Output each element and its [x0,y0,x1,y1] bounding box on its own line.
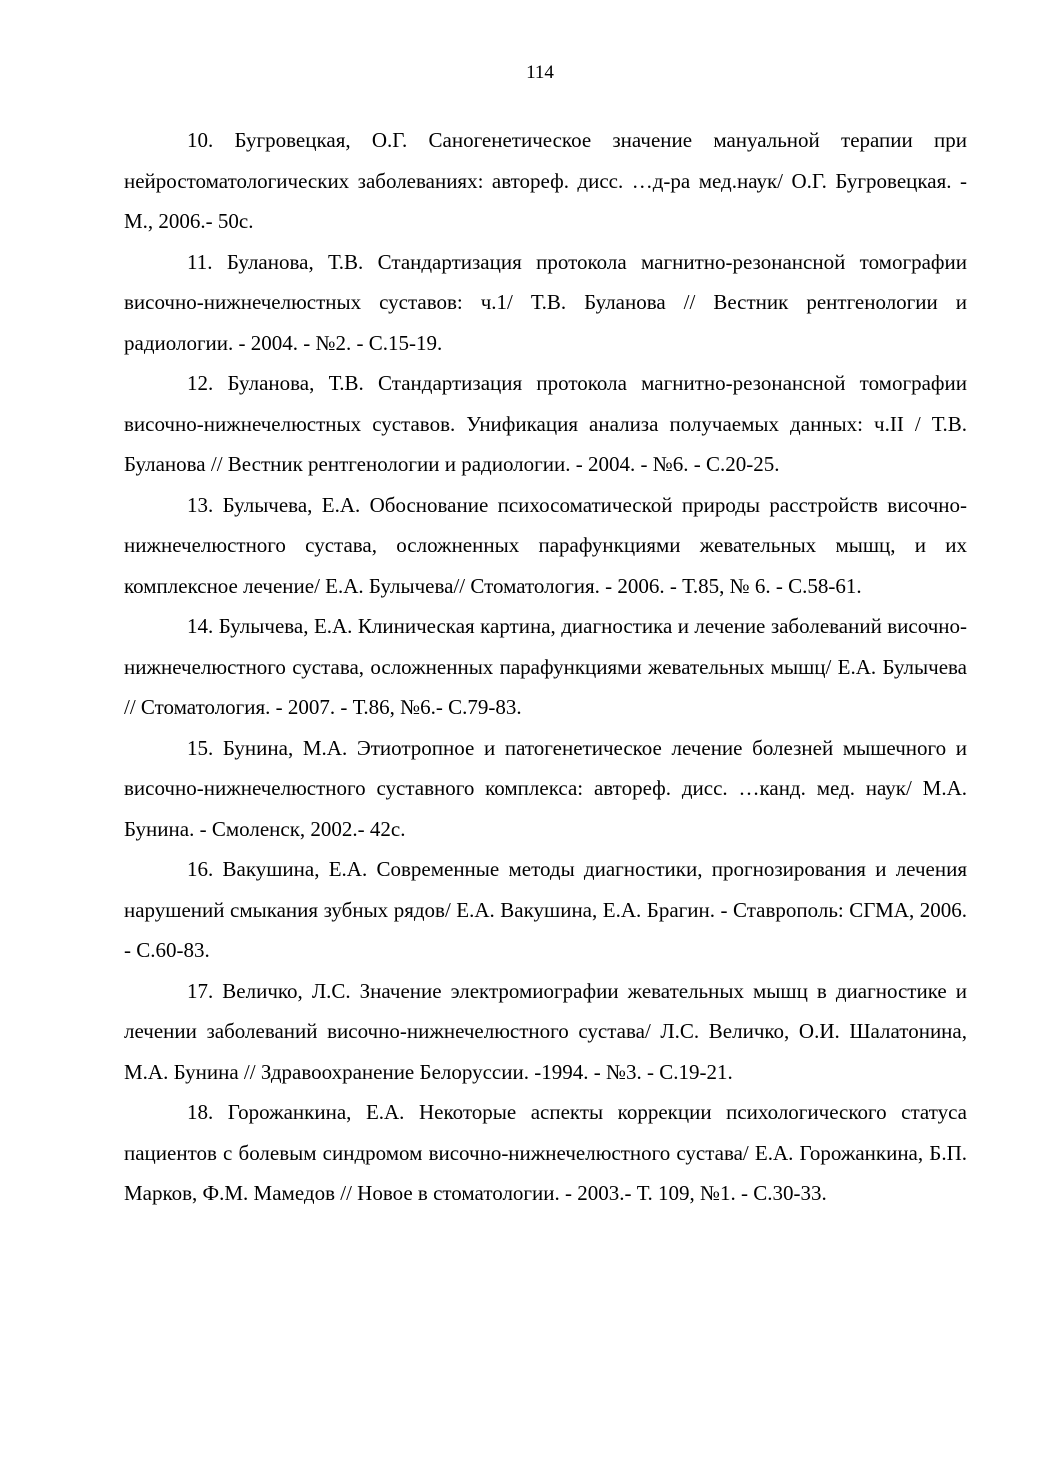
reference-item: 12. Буланова, Т.В. Стандартизация протокола магнитно-резонансной томографии височно-нижнечелюстных суставов. Унификация анализа получаемых данных: ч.II / Т.В. Буланова // Вестник рентгенологии и радиологии. - 2004. - №6. - С.20-25. [124,371,967,476]
reference-item: 18. Горожанкина, Е.А. Некоторые аспекты коррекции психологического статуса пациентов с болевым синдромом височно-нижнечелюстного сустава/ Е.А. Горожанкина, Б.П. Марков, Ф.М. Мамедов // Новое в стоматологии. - 2003.- Т. 109, №1. - С.30-33. [124,1100,967,1205]
page-number: 114 [526,62,554,83]
reference-item: 16. Вакушина, Е.А. Современные методы диагностики, прогнозирования и лечения нарушений смыкания зубных рядов/ Е.А. Вакушина, Е.А. Брагин. - Ставрополь: СГМА, 2006. - С.60-83. [124,857,967,962]
reference-item: 15. Бунина, М.А. Этиотропное и патогенетическое лечение болезней мышечного и височно-нижнечелюстного суставного комплекса: автореф. дисс. …канд. мед. наук/ М.А. Бунина. - Смоленск, 2002.- 42с. [124,735,967,841]
reference-list [124,120,967,1214]
reference-item: 10. Бугровецкая, О.Г. Саногенетическое значение мануальной терапии при нейростоматологических заболеваниях: автореф. дисс. …д-ра мед.наук/ О.Г. Бугровецкая. - М., 2006.- 50с. [124,128,967,233]
reference-item: 17. Величко, Л.С. Значение электромиографии жевательных мышц в диагностике и лечении заболеваний височно-нижнечелюстного сустава/ Л.С. Величко, О.И. Шалатонина, М.А. Бунина // Здравоохранение Белоруссии. -1994. - №3. - С.19-21. [124,978,967,1084]
reference-item: 14. Булычева, Е.А. Клиническая картина, диагностика и лечение заболеваний височно-нижнечелюстного сустава, осложненных парафункциями жевательных мышц/ Е.А. Булычева // Стоматология. - 2007. - Т.86, №6.- С.79-83. [124,614,967,719]
reference-item: 13. Булычева, Е.А. Обоснование психосоматической природы расстройств височно-нижнечелюстного сустава, осложненных парафункциями жевательных мышц, и их комплексное лечение/ Е.А. Булычева// Стоматология. - 2006. - Т.85, № 6. - С.58-61. [124,492,967,598]
reference-item: 11. Буланова, Т.В. Стандартизация протокола магнитно-резонансной томографии височно-нижнечелюстных суставов: ч.1/ Т.В. Буланова // Вестник рентгенологии и радиологии. - 2004. - №2. - С.15-19. [124,249,967,355]
